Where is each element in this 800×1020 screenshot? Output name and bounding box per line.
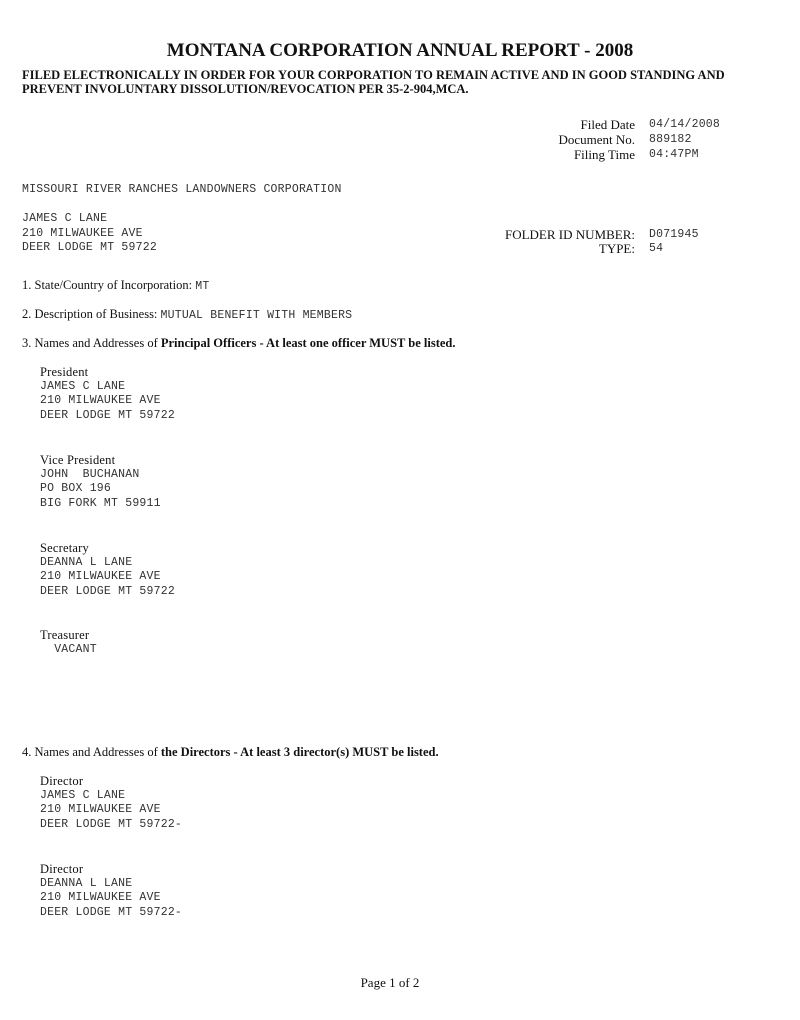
item-state — [22, 278, 209, 293]
director-city: DEER LODGE MT 59722- — [40, 905, 183, 919]
director-entry — [40, 862, 182, 920]
page-title: MONTANA CORPORATION ANNUAL REPORT - 2008 — [166, 40, 634, 61]
directors-label: 4. Names and Addresses of — [22, 745, 161, 759]
officer-name: JAMES C LANE — [40, 379, 126, 393]
agent-city: DEER LODGE MT 59722 — [22, 241, 157, 255]
director-role: Director — [40, 774, 84, 788]
officer-city: DEER LODGE MT 59722 — [40, 408, 175, 422]
director-entry — [40, 774, 182, 832]
director-city: DEER LODGE MT 59722- — [40, 817, 183, 831]
directors-requirement: the Directors - At least 3 director(s) MUST be listed. — [160, 745, 439, 759]
officer-name: DEANNA L LANE — [40, 555, 133, 569]
director-name: JAMES C LANE — [40, 788, 126, 802]
document-no-value: 889182 — [649, 133, 692, 146]
state-label: 1. State/Country of Incorporation: — [22, 278, 193, 292]
type-value: 54 — [649, 242, 664, 255]
director-name: DEANNA L LANE — [40, 876, 133, 890]
officer-street: 210 MILWAUKEE AVE — [40, 570, 161, 584]
officer-role: Secretary — [40, 541, 89, 555]
officer-role: Vice President — [40, 453, 116, 467]
filing-time-label: Filing Time — [573, 147, 635, 162]
item-business — [22, 307, 352, 322]
filing-time-value: 04:47PM — [649, 148, 699, 161]
filed-date-value: 04/14/2008 — [649, 118, 721, 131]
item-directors-heading — [22, 745, 439, 760]
filed-date-label: Filed Date — [580, 117, 635, 132]
agent-street: 210 MILWAUKEE AVE — [22, 226, 143, 240]
officer-vice-president — [40, 453, 161, 511]
state-value: MT — [195, 280, 210, 293]
page-number: Page 1 of 2 — [360, 975, 420, 990]
agent-name: JAMES C LANE — [22, 212, 108, 225]
director-street: 210 MILWAUKEE AVE — [40, 891, 161, 905]
corporation-name: MISSOURI RIVER RANCHES LANDOWNERS CORPORATION — [22, 183, 342, 196]
officer-street: 210 MILWAUKEE AVE — [40, 394, 161, 408]
item-officers-heading — [22, 336, 456, 351]
director-role: Director — [40, 862, 84, 876]
officer-street: PO BOX 196 — [40, 482, 112, 496]
officer-name: JOHN BUCHANAN — [40, 467, 140, 481]
folder-id-label: FOLDER ID NUMBER: — [504, 227, 635, 242]
officer-secretary — [40, 541, 175, 599]
director-street: 210 MILWAUKEE AVE — [40, 803, 161, 817]
officer-name: VACANT — [40, 642, 97, 656]
officer-president — [40, 365, 175, 423]
business-value: MUTUAL BENEFIT WITH MEMBERS — [160, 309, 353, 322]
officer-role: Treasurer — [40, 628, 90, 642]
folder-id-value: D071945 — [649, 228, 699, 241]
type-label: TYPE: — [598, 241, 635, 256]
officer-city: DEER LODGE MT 59722 — [40, 584, 175, 598]
officer-treasurer — [40, 628, 97, 657]
officers-label: 3. Names and Addresses of — [22, 336, 161, 350]
agent-address — [22, 212, 157, 256]
document-no-label: Document No. — [558, 132, 635, 147]
officers-requirement: Principal Officers - At least one officer MUST be listed. — [160, 336, 456, 350]
page-subtitle: FILED ELECTRONICALLY IN ORDER FOR YOUR CORPORATION TO REMAIN ACTIVE AND IN GOOD STANDING AND PREVENT INVOLUNTARY DISSOLUTION/REVOCATION PER 35-2-904,MCA. — [22, 68, 725, 96]
officer-role: President — [40, 365, 89, 379]
officer-city: BIG FORK MT 59911 — [40, 496, 161, 510]
business-label: 2. Description of Business: — [22, 307, 158, 321]
